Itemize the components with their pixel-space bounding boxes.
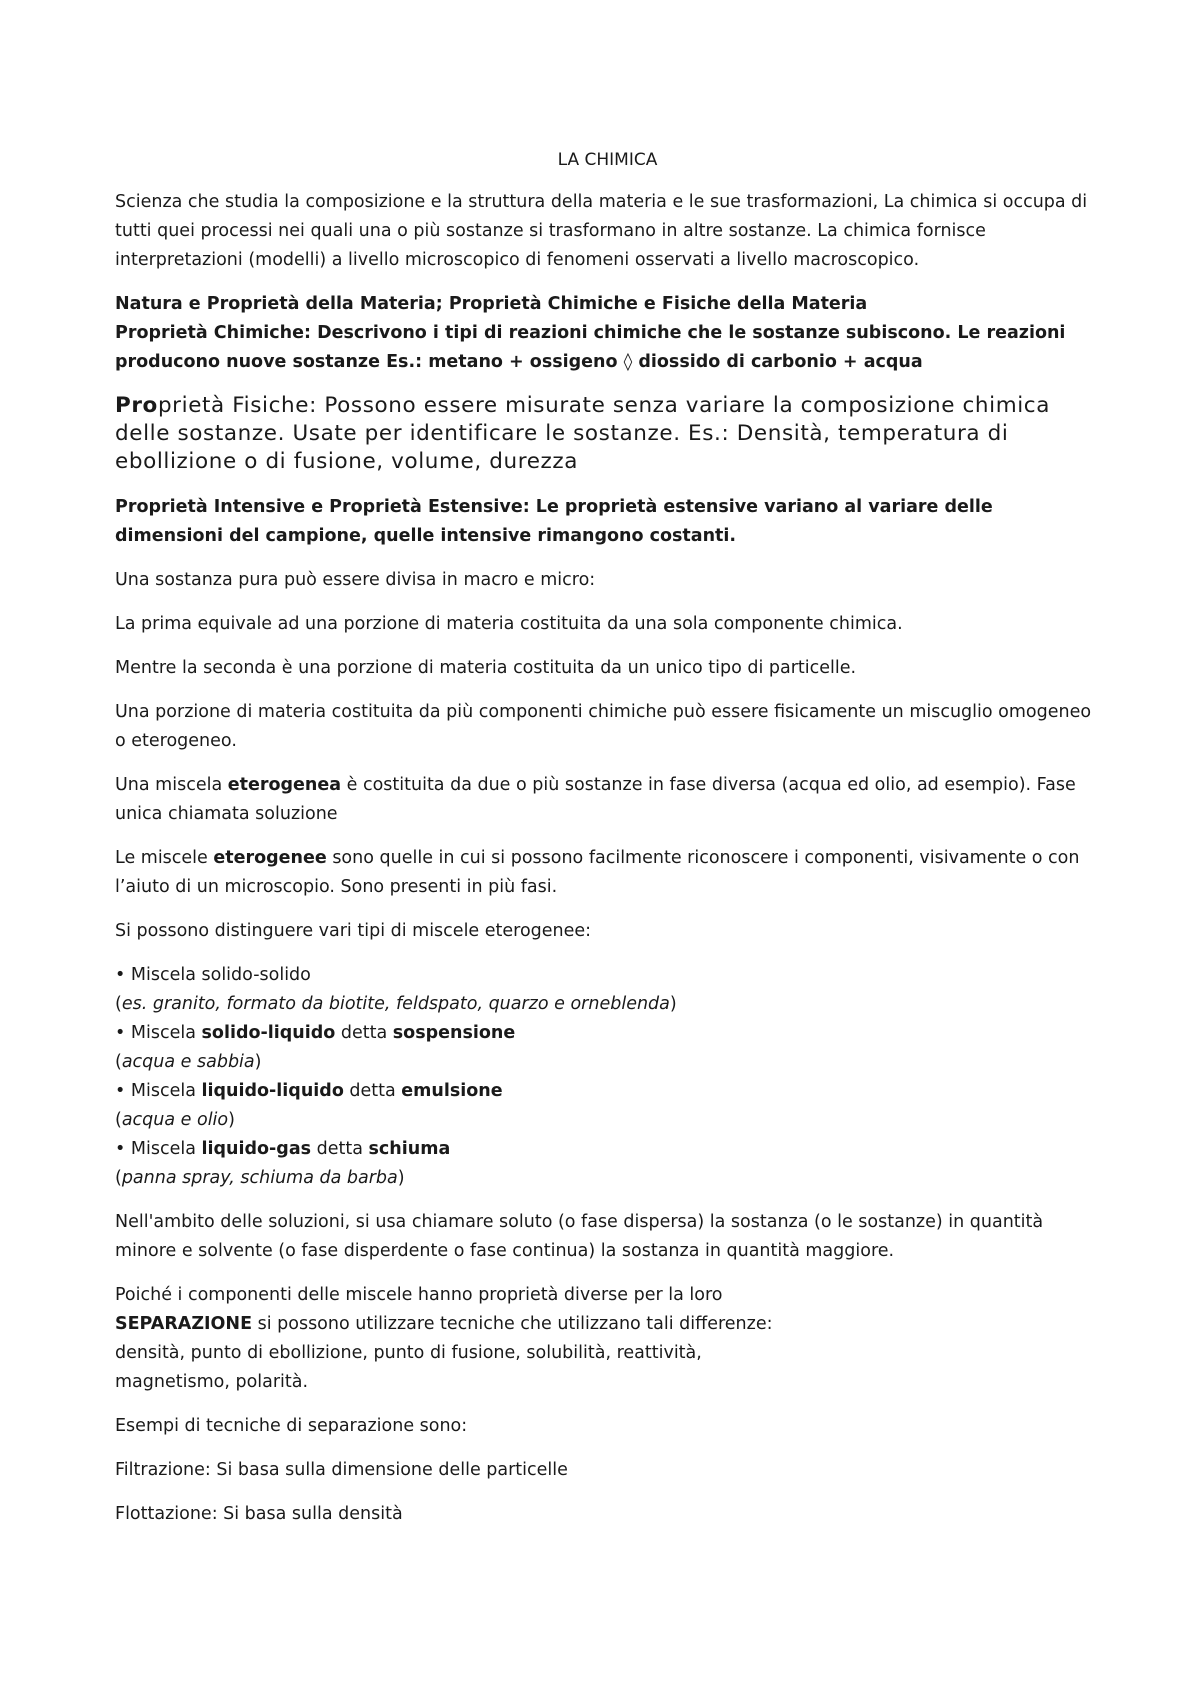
natura-heading: Natura e Proprietà della Materia; Proprietà Chimiche e Fisiche della Materia: [115, 294, 868, 314]
separazione-paragraph: [115, 1281, 1100, 1397]
miscele-text-bold: eterogenee: [213, 848, 327, 868]
porzione-paragraph: Una porzione di materia costituita da più componenti chimiche può essere fisicamente un miscuglio omogeneo o eterogeneo.: [115, 702, 1092, 751]
separazione-line-1: Poiché i componenti delle miscele hanno proprietà diverse per la loro: [115, 1285, 723, 1305]
miscela-eterogenea-paragraph: [115, 771, 1100, 829]
miscele-eterogenee-paragraph: [115, 844, 1100, 902]
item-bold-name: schiuma: [368, 1139, 451, 1159]
esempi-paragraph: Esempi di tecniche di separazione sono:: [115, 1416, 468, 1436]
list-item: [115, 1135, 1100, 1164]
miscela-text-c: è costituita da due o più sostanze in fase diversa (acqua ed olio, ad esempio). Fase unica chiamata soluzione: [115, 775, 1076, 824]
soluzioni-paragraph: Nell'ambito delle soluzioni, si usa chiamare soluto (o fase dispersa) la sostanza (o le sostanze) in quantità minore e solvente (o fase disperdente o fase continua) la sostanza in quantità maggiore.: [115, 1212, 1044, 1261]
miscele-text-a: Le miscele: [115, 848, 214, 868]
item-prefix: • Miscela: [115, 1081, 202, 1101]
proprieta-chimiche-paragraph: Proprietà Chimiche: Descrivono i tipi di reazioni chimiche che le sostanze subiscono. Le reazioni producono nuove sostanze Es.: metano + ossigeno ◊ diossido di carbonio + acqua: [115, 323, 1066, 372]
item-bold-name: emulsione: [401, 1081, 503, 1101]
proprieta-fisiche-bold-prefix: Pro: [115, 393, 158, 418]
item-bold-type: liquido-gas: [201, 1139, 312, 1159]
proprieta-fisiche-text: prietà Fisiche: Possono essere misurate senza variare la composizione chimica delle sostanze. Usate per identificare le sostanze. Es.: Densità, temperatura di ebollizione o di fusione, volume, durezza: [115, 393, 1051, 474]
list-item: [115, 1019, 1100, 1048]
list-item-example: [115, 1164, 1100, 1193]
sostanza-pura-paragraph: Una sostanza pura può essere divisa in macro e micro:: [115, 570, 596, 590]
intro-paragraph: Scienza che studia la composizione e la struttura della materia e le sue trasformazioni, La chimica si occupa di tutti quei processi nei quali una o più sostanze si trasformano in altre sostanze. La chimica fornisce interpretazioni (modelli) a livello microscopico di fenomeni osservati a livello macroscopico.: [115, 192, 1088, 270]
intensive-estensive-paragraph: Proprietà Intensive e Proprietà Estensive: Le proprietà estensive variano al variare delle dimensioni del campione, quelle intensive rimangono costanti.: [115, 497, 993, 546]
separazione-line-2: si possono utilizzare tecniche che utilizzano tali differenze:: [252, 1314, 773, 1334]
separazione-keyword: SEPARAZIONE: [115, 1314, 253, 1334]
item-bold-type: solido-liquido: [201, 1023, 336, 1043]
list-item-example: [115, 990, 1100, 1019]
example-text: acqua e olio: [121, 1110, 229, 1130]
paren-close: ): [669, 994, 677, 1014]
page-title: LA CHIMICA: [557, 150, 658, 170]
paren-open: (: [115, 994, 122, 1014]
list-item: • Miscela solido-solido: [115, 965, 311, 985]
proprieta-fisiche-paragraph: [115, 392, 1100, 476]
item-detta: detta: [343, 1081, 402, 1101]
filtrazione-paragraph: Filtrazione: Si basa sulla dimensione delle particelle: [115, 1460, 568, 1480]
example-text: acqua e sabbia: [121, 1052, 255, 1072]
miscele-list: [115, 961, 1100, 1193]
example-text: panna spray, schiuma da barba: [121, 1168, 398, 1188]
separazione-line-3: densità, punto di ebollizione, punto di fusione, solubilità, reattività,: [115, 1343, 702, 1363]
paren-open: (: [115, 1168, 122, 1188]
list-item-example: [115, 1048, 1100, 1077]
paren-close: ): [397, 1168, 405, 1188]
example-text: es. granito, formato da biotite, feldspato, quarzo e orneblenda: [121, 994, 670, 1014]
flottazione-paragraph: Flottazione: Si basa sulla densità: [115, 1504, 403, 1524]
miscela-text-a: Una miscela: [115, 775, 228, 795]
paren-close: ): [254, 1052, 262, 1072]
list-item: [115, 1077, 1100, 1106]
document-body: [115, 146, 1100, 1544]
item-bold-name: sospensione: [392, 1023, 516, 1043]
distinguere-paragraph: Si possono distinguere vari tipi di miscele eterogenee:: [115, 921, 592, 941]
item-prefix: • Miscela: [115, 1023, 202, 1043]
seconda-paragraph: Mentre la seconda è una porzione di materia costituita da un unico tipo di particelle.: [115, 658, 857, 678]
separazione-line-4: magnetismo, polarità.: [115, 1372, 309, 1392]
prima-paragraph: La prima equivale ad una porzione di materia costituita da una sola componente chimica.: [115, 614, 903, 634]
item-detta: detta: [311, 1139, 369, 1159]
list-item-example: [115, 1106, 1100, 1135]
paren-close: ): [228, 1110, 235, 1130]
miscele-text-c: sono quelle in cui si possono facilmente riconoscere i componenti, visivamente o con l’aiuto di un microscopio. Sono presenti in più fasi.: [115, 848, 1080, 897]
miscela-text-bold: eterogenea: [227, 775, 342, 795]
item-detta: detta: [335, 1023, 393, 1043]
item-prefix: • Miscela: [115, 1139, 202, 1159]
paren-open: (: [115, 1052, 122, 1072]
paren-open: (: [115, 1110, 122, 1130]
item-bold-type: liquido-liquido: [201, 1081, 344, 1101]
